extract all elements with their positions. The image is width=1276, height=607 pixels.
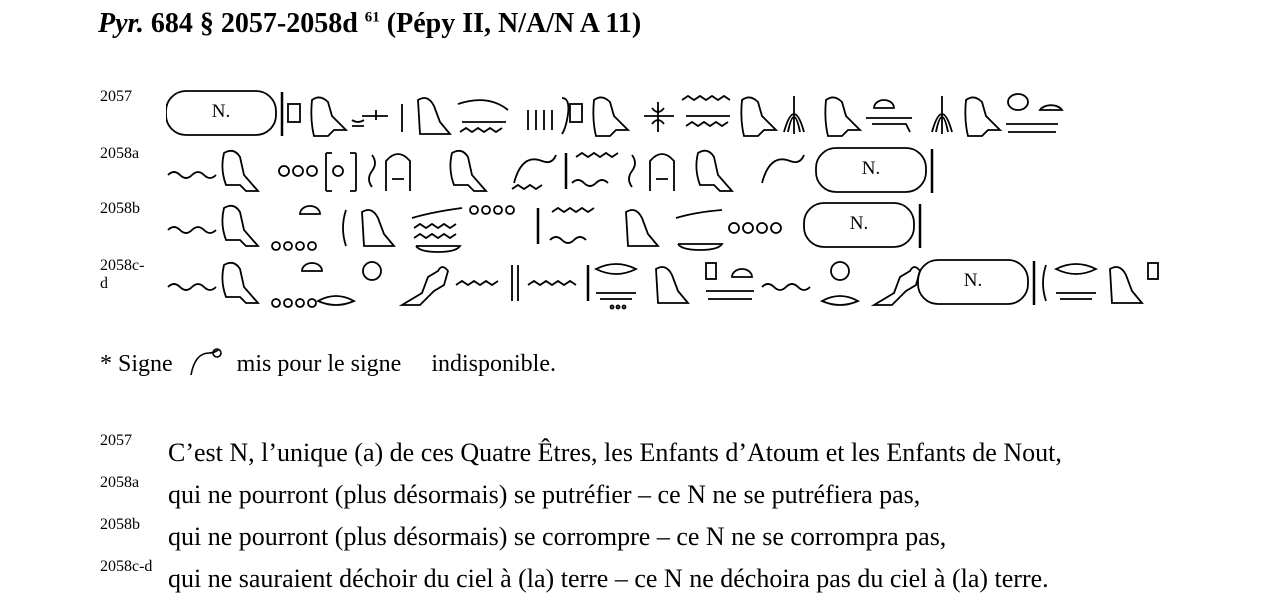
hieroglyph-group [166,200,1166,256]
water-icon [168,284,216,290]
bracket-icon [326,153,332,191]
water-icon [572,153,618,186]
note-suffix: indisponible. [431,351,556,377]
translation-text: qui ne pourront (plus désormais) se corrompre – ce N ne se corrompra pas, [168,522,947,551]
line-label: 2058b [100,200,140,217]
hieroglyph-group [166,145,1166,201]
mouth-icon [596,264,636,299]
water-icon [456,281,498,285]
page-title [98,8,641,40]
water-icon [682,96,730,126]
basket-icon [676,210,722,250]
vulture-icon [311,97,346,136]
note-line [100,347,556,384]
title-pyr: Pyr. [98,8,144,39]
falling-man-icon [874,267,920,305]
vulture-icon [741,97,776,136]
cartouche-icon [816,148,932,193]
translation-text: C’est N, l’unique (a) de ces Quatre Êtres, les Enfants d’Atoum et les Enfants de Nout, [168,438,1062,467]
hieroglyph-group [166,257,1166,313]
plant-icon [784,96,804,134]
translation-label: 2057 [100,432,132,449]
water-icon [528,281,576,285]
translation-text: qui ne sauraient déchoir du ciel à (la) terre – ce N ne déchoira pas du ciel à (la) terre. [168,564,1049,593]
vulture-icon [593,97,628,136]
loop-icon [650,154,674,191]
cross-icon [644,102,674,132]
falling-man-icon [402,267,448,305]
rope-icon [369,155,375,187]
vulture-icon [965,97,1000,136]
bread-icon [300,206,320,214]
vulture-icon [696,151,732,191]
line-label: 2058a [100,145,140,162]
cartouche-icon [918,260,1034,305]
bread-icon [706,269,754,299]
bread-icon [302,263,322,271]
cartouche-icon [804,203,920,248]
vulture-icon [222,206,258,246]
owl-icon [1110,267,1142,303]
water-icon [414,224,456,238]
rope-icon [629,155,635,187]
sun-icon [831,262,849,280]
loop-icon [386,154,410,191]
mouth-icon [318,296,354,305]
line-label: 2057 [100,88,132,105]
title-footnote: 61 [364,9,380,26]
sun-icon [363,262,381,280]
water-icon [762,284,810,290]
cartouche-text: N. [861,158,881,179]
cartouche-text: N. [211,101,231,122]
hieroglyph-sign-icon [187,347,223,384]
hieroglyph-sign-icon [343,210,346,246]
note-prefix: * Signe [100,351,173,377]
cartouche-text: N. [849,213,869,234]
vulture-icon [222,151,258,191]
water-icon [550,208,594,243]
basket-icon [412,208,462,252]
translation-label: 2058a [100,474,140,491]
hieroglyph-group [166,88,1166,144]
line-label: 2058c-d [100,257,145,292]
owl-icon [656,267,688,303]
vulture-icon [222,263,258,303]
pot-icon [1008,94,1028,110]
owl-icon [362,210,394,246]
hieroglyph-sign-icon [512,155,556,189]
title-ref: 684 § 2057-2058d [143,8,365,39]
translation-label: 2058b [100,516,140,533]
hieroglyph-sign-icon [512,265,518,301]
note-middle: mis pour le signe [236,351,402,377]
hieroglyph-sign-icon [762,155,804,183]
water-icon [168,172,216,178]
plant-icon [932,96,952,134]
mouth-icon [822,296,858,305]
owl-icon [626,210,658,246]
hieroglyph-sign-icon [352,110,388,126]
vulture-icon [825,97,860,136]
vulture-icon [450,151,486,191]
owl-icon [418,98,450,134]
stroke-icon [528,110,552,130]
hieroglyph-sign-icon [1043,265,1046,301]
cartouche-text: N. [963,270,983,291]
bracket-icon [350,153,356,191]
translation-text: qui ne pourront (plus désormais) se putréfier – ce N ne se putréfiera pas, [168,480,921,509]
hieroglyph-sign-icon [562,98,568,134]
title-source: (Pépy II, N/A/N A 11) [379,8,642,39]
translation-label: 2058c-d [100,558,153,575]
hieroglyph-sign-icon [288,104,300,122]
cartouche-icon [166,91,282,136]
water-icon [458,100,508,132]
mouth-icon [1056,264,1096,299]
water-icon [168,227,216,233]
hieroglyph-sign-icon [866,100,912,132]
